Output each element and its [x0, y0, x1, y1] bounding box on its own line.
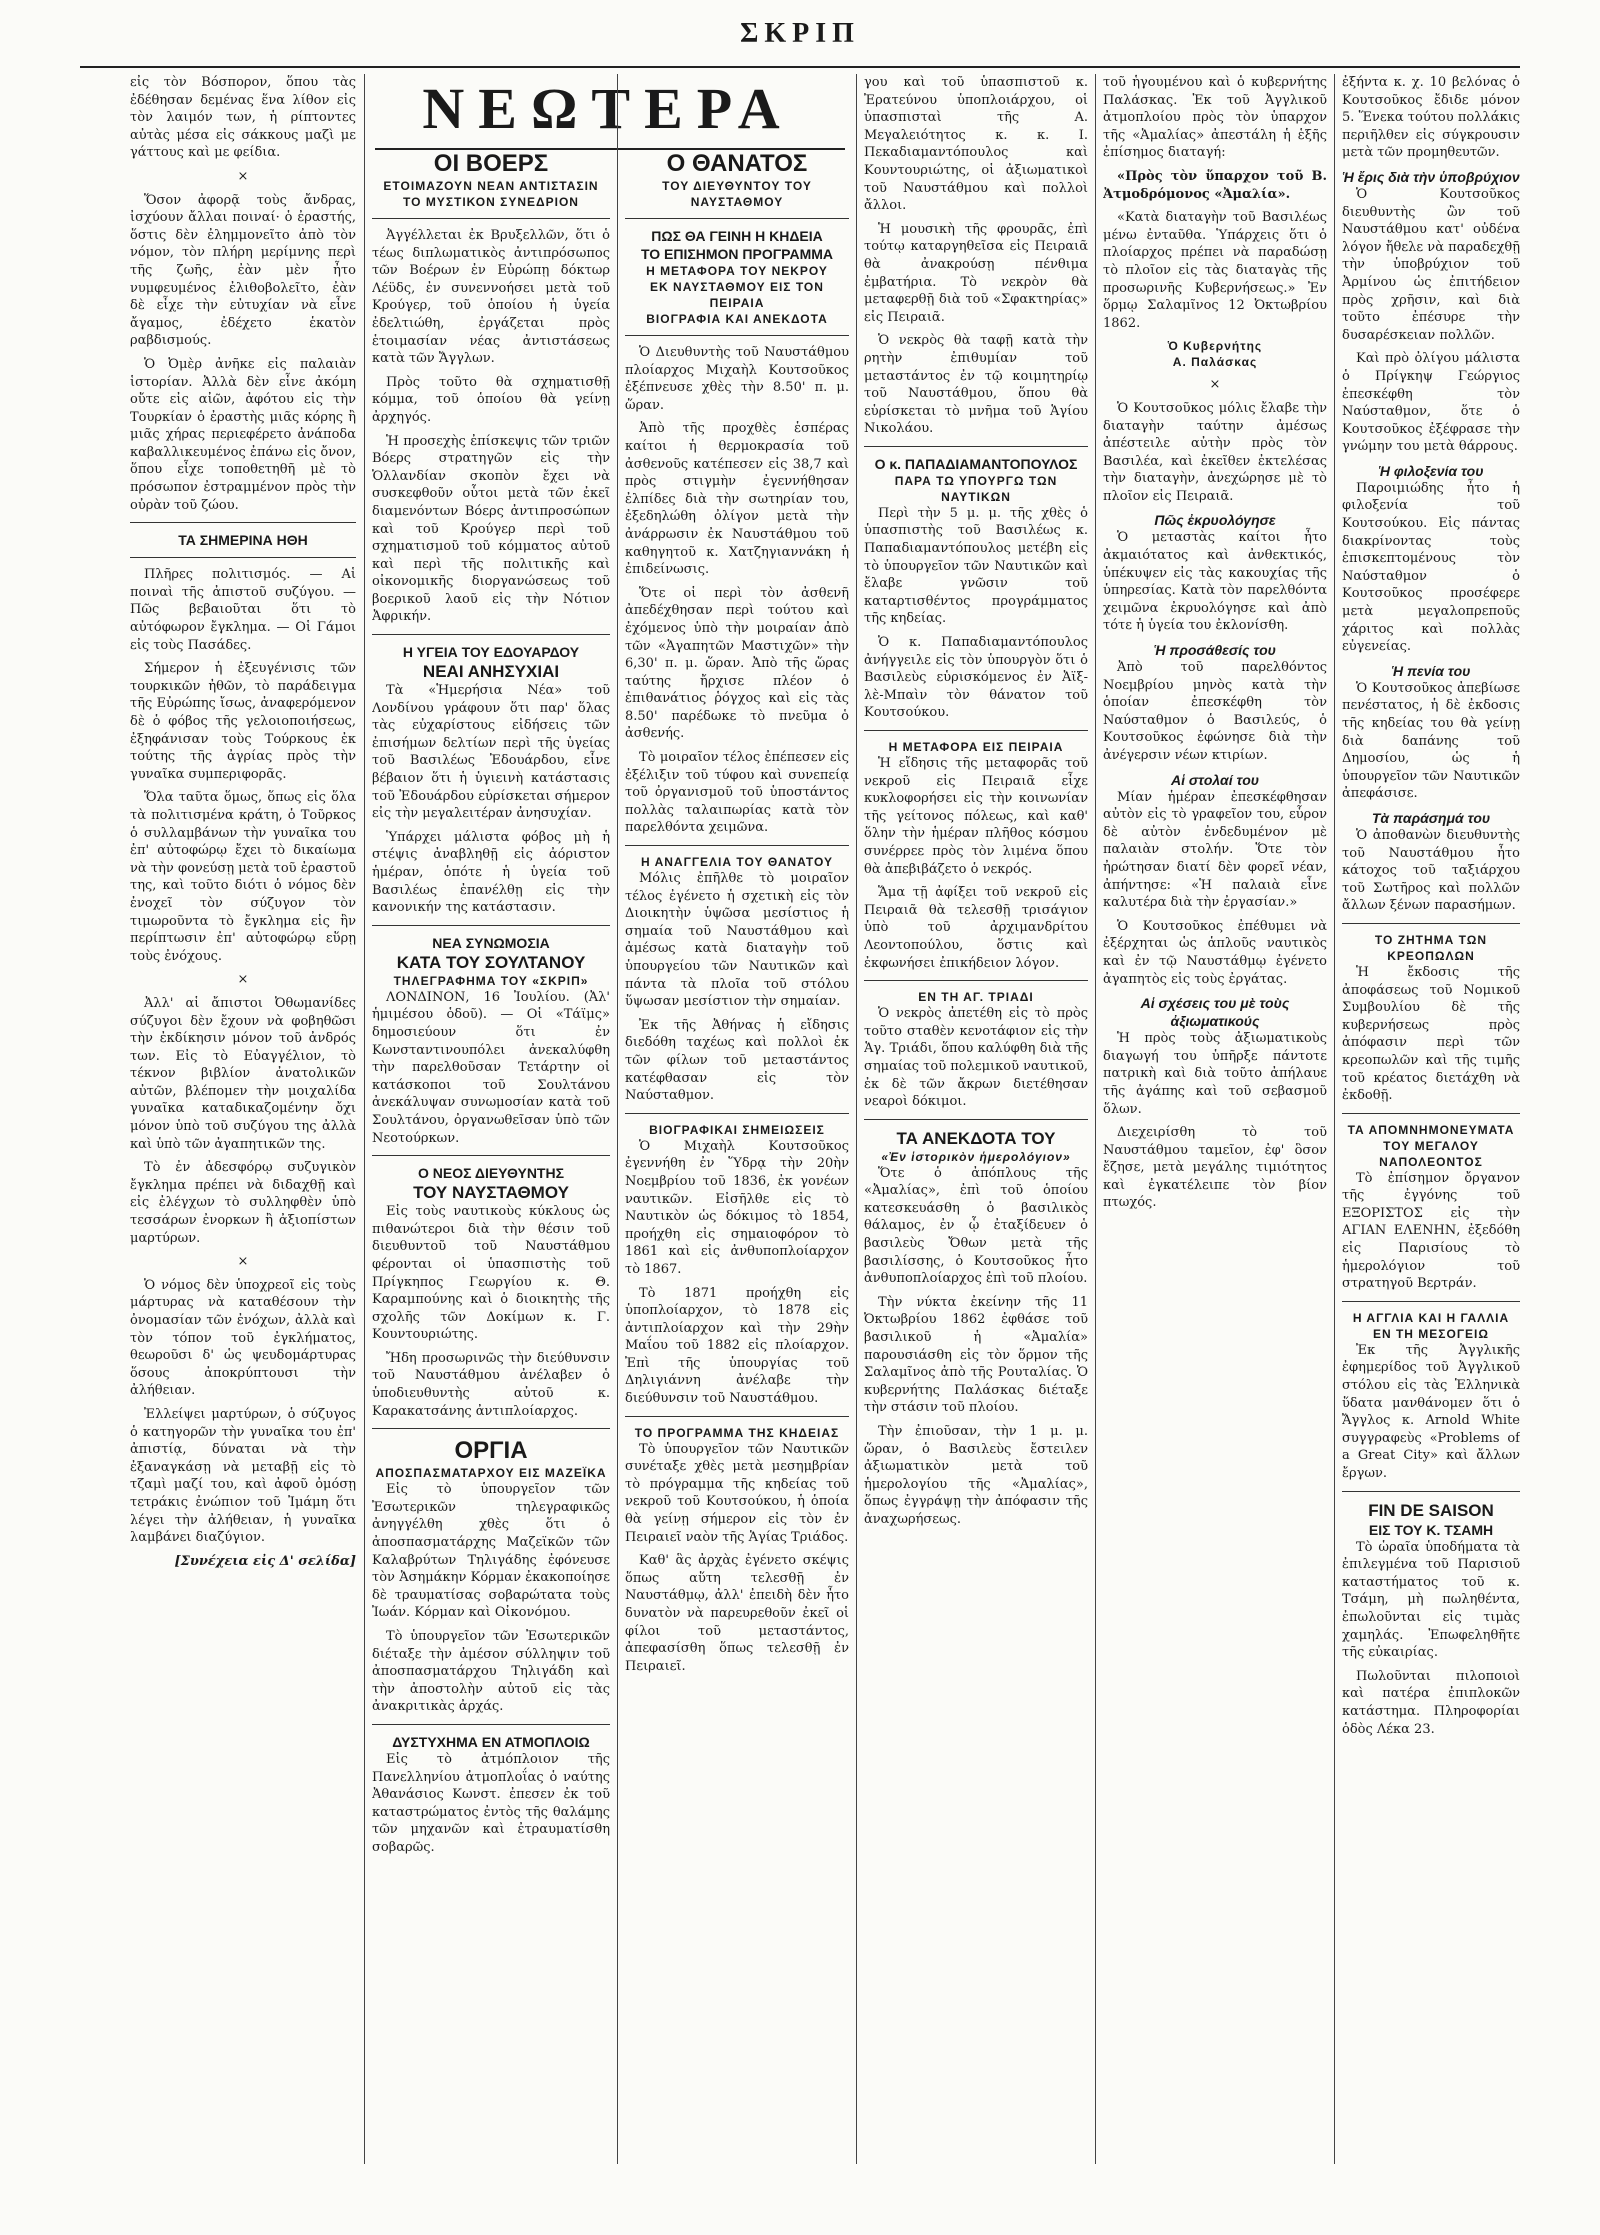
- article-subheadline: ΒΙΟΓΡΑΦΙΚΑΙ ΣΗΜΕΙΩΣΕΙΣ: [649, 1122, 825, 1137]
- article-subheadline: ΤΗΛΕΓΡΑΦΗΜΑ ΤΟΥ «ΣΚΡΙΠ»: [393, 973, 589, 988]
- separator-mark: ×: [1209, 377, 1221, 393]
- banner-title: ΝΕΩΤΕΡΑ: [422, 76, 794, 141]
- paragraph: εἰς τὸν Βόσπορον, ὅπου τὰς ἐδέθησαν δεμένας ἕνα λίθον εἰς τὸν λαιμόν των, ἡ ρίπτοντες αὐτὰς μέσα εἰς σάκκους μαζὶ με γάττους καὶ με φείδια.: [130, 75, 356, 161]
- paragraph: Σήμερον ἡ ἐξευγένισις τῶν τουρκικῶν ἠθῶν, τὸ παράδειγμα τῆς Εὐρώπης ἴσως, ἀναφερόμενον δὲ ὁ φόβος τῆς γελοιοποιήσεως, ἐξηφάνισαν τοὺς Τούρκους ἐκ τούτης τῆς ἀγρίας πρὸς τὴν γυναῖκα συμπεριφορᾶς.: [130, 661, 356, 782]
- paragraph: Ἡ ἔκδοσις τῆς ἀποφάσεως τοῦ Νομικοῦ Συμβουλίου δὲ τῆς κυβερνήσεως πρὸς ἀπόφασιν περὶ τῶν κρεοπωλῶν καὶ τῆς τιμῆς τοῦ κρέατος διετάχθη νὰ ἐκδοθῇ.: [1342, 964, 1520, 1104]
- article-subheadline: «Ἐν ἱστορικὸν ἡμερολόγιον»: [881, 1149, 1071, 1164]
- rule: [372, 1724, 610, 1725]
- column-2: [372, 74, 610, 2174]
- column-divider: [617, 74, 618, 2164]
- rule: [372, 634, 610, 635]
- article-headline: ΟΙ ΒΟΕΡΣ: [433, 150, 549, 177]
- rule: [372, 1155, 610, 1156]
- paragraph: ἐξήντα κ. χ. 10 βελόνας ὁ Κουτσοῦκος ἔδιδε μόνον 5. Ἕνεκα τούτου πολλάκις περιῆλθεν εἰς σύγκρουσιν μετὰ τῶν προμηθευτῶν.: [1342, 75, 1520, 161]
- paragraph: Ἀπὸ τῆς προχθὲς ἑσπέρας καίτοι ἡ θερμοκρασία τοῦ ἀσθενοῦς κατέπεσεν εἰς 38,7 καὶ πρὸς στιγμὴν ἐγεννήθησαν ἐλπίδες διὰ τὴν σωτηρίαν του, ἐξεδηλώθη ὀλίγον μετὰ τὴν ἀνάρρωσιν ἐκ Ναυστάθμου τοῦ καθηγητοῦ κ. Χατζηγιαννάκη ἡ ἐπιδείνωσις.: [625, 421, 849, 578]
- paragraph: Ἡ εἴδησις τῆς μεταφορᾶς τοῦ νεκροῦ εἰς Πειραιᾶ εἶχε κυκλοφορήσει εἰς τὴν κοινωνίαν τῆς γείτονος πόλεως, καὶ καθ' ὅλην τὴν ἡμέραν πλῆθος κόσμου συνέρρεε πρὸς τὸν λιμένα ὅπου θὰ ἀπεβιβάζετο ὁ νεκρός.: [864, 756, 1088, 877]
- article-headline: Η ΑΓΓΛΙΑ ΚΑΙ Η ΓΑΛΛΙΑ ΕΝ ΤΗ ΜΕΣΟΓΕΙΩ: [1352, 1310, 1510, 1341]
- paragraph: Ὁ Κουτσοῦκος ἐπέθυμει νὰ ἐξέρχηται ὡς ἁπλοῦς ναυτικὸς καὶ ἐν τῷ Ναυστάθμῳ ἐγένετο ἀγαπητὸς εἰς τοὺς ἐργάτας.: [1103, 918, 1327, 987]
- paragraph: Ἡ πρὸς τοὺς ἀξιωματικοὺς διαγωγή του ὑπῆρξε πάντοτε πατρικὴ καὶ διὰ τοῦτο ἀπήλαυε τῆς ἀγάπης καὶ τοῦ σεβασμοῦ ὅλων.: [1103, 1031, 1327, 1117]
- banner-space: [372, 74, 610, 150]
- column-divider: [364, 74, 365, 2164]
- column-4: [864, 74, 1088, 2174]
- column-3: [625, 74, 849, 2174]
- paragraph: Ἐλλείψει μαρτύρων, ὁ σύζυγος ὁ κατηγορῶν τὴν γυναῖκα του ἐπ' ἀπιστίᾳ, δύναται νὰ τὴν ἐξαναγκάσῃ νὰ μεταβῇ εἰς τὸ τζαμὶ μαζί του, καὶ ἀφοῦ ὀμόσῃ τετράκις ἐνώπιον τοῦ Ἰμάμη ὅτι λέγει τὴν ἀλήθειαν, ἡ γυναῖκα λαμβάνει διαζύγιον.: [130, 1406, 356, 1546]
- paragraph: Ἐκ τῆς Ἀγγλικῆς ἐφημερίδος τοῦ Ἀγγλικοῦ στόλου εἰς τὰς Ἑλληνικὰ ὕδατα μανθάνομεν ὅτι ὁ Ἄγγλος κ. Arnold White συγγραφεὺς «Problems of a Great City» καὶ ἄλλων ἔργων.: [1342, 1342, 1520, 1481]
- article-headline: ΤΑ ΑΝΕΚΔΟΤΑ ΤΟΥ: [896, 1128, 1056, 1148]
- rule: [372, 1428, 610, 1429]
- paragraph: Ὁ μεταστὰς καίτοι ἦτο ἀκμαιότατος καὶ ἀνθεκτικός, ὑπέκυψεν εἰς τὰς κακουχίας τῆς ὑπηρεσίας. Κατὰ τὸν παρελθόντα χειμῶνα ἐκρυολόγησε καὶ ἀπὸ τότε ἡ ὑγεία του ἐκλονίσθη.: [1103, 530, 1327, 634]
- rule: [372, 925, 610, 926]
- article-subheadline: Η ΑΝΑΓΓΕΛΙΑ ΤΟΥ ΘΑΝΑΤΟΥ: [641, 855, 833, 870]
- paragraph: Ἤδη προσωρινῶς τὴν διεύθυνσιν τοῦ Ναυστάθμου ἀνέλαβεν ὁ ὑποδιευθυντὴς αὐτοῦ κ. Καρακατσάνης ἀντιπλοίαρχος.: [372, 1350, 610, 1419]
- article-subheadline: ΤΟΥ ΔΙΕΥΘΥΝΤΟΥ ΤΟΥ ΝΑΥΣΤΑΘΜΟΥ: [662, 179, 812, 209]
- paragraph: Ἡ προσεχὴς ἐπίσκεψις τῶν τριῶν Βόερς στρατηγῶν εἰς τὴν Ὁλλανδίαν σκοπὸν ἔχει νὰ συσκεφθοῦν οὗτοι μετὰ τῶν ἐκεῖ διαμενόντων Βόερς ἀντιπροσώπων καὶ τοῦ Κρούγερ περὶ τοῦ σχηματισμοῦ τοῦ κόμματος αὐτοῦ καὶ περὶ τῆς πολιτικῆς καὶ οἰκονομικῆς διοργανώσεως τοῦ βοερικοῦ λαοῦ εἰς τὴν Νότιον Ἀφρικήν.: [372, 433, 610, 625]
- paragraph: Ὁ Κουτσοῦκος ἀπεβίωσε πενέστατος, ἡ δὲ ἐκδοσις τῆς κηδείας του θὰ γείνῃ διὰ δαπάνης τοῦ Δημοσίου, ὡς ἡ ὑπουργεῖον τῶν Ναυτικῶν ἀπεφάσισε.: [1342, 680, 1520, 802]
- paragraph: Τὸ ἐπίσημον ὄργανον τῆς ἐγγόνης τοῦ ΕΞΟΡΙΣΤΟΣ εἰς τὴν ΑΓΙΑΝ ΕΛΕΝΗΝ, ἐξεδόθη εἰς Παρισίους τὸ ἡμερολόγιον τοῦ στρατηγοῦ Βερτράν.: [1342, 1170, 1520, 1292]
- paragraph: Ὁ νεκρὸς θὰ ταφῇ κατὰ τὴν ρητὴν ἐπιθυμίαν τοῦ μεταστάντος ἐν τῷ κοιμητηρίῳ τοῦ Ναυστάθμου, ὅπου θὰ εὑρίσκεται τὸ μνῆμα τοῦ Ἁγίου Νικολάου.: [864, 333, 1088, 437]
- rule: [130, 522, 356, 523]
- article-subheadline: ΤΟ ΜΥΣΤΙΚΟΝ ΣΥΝΕΔΡΙΟΝ: [403, 195, 579, 209]
- article-subheadline: ΠΩΣ ΘΑ ΓΕΙΝΗ Η ΚΗΔΕΙΑ: [651, 228, 823, 244]
- paragraph: ΛΟΝΔΙΝΟΝ, 16 Ἰουλίου. (Ἀλ' ἡμιμέσου ὁδοῦ). — Οἱ «Τάϊμς» δημοσιεύουν ὅτι ἐν Κωνσταντινουπόλει ἀνεκαλύφθη τὴν παρελθοῦσαν Τετάρτην οἱ κατάσκοποι τοῦ Σουλτάνου ἀνεκάλυψαν συνωμοσίαν κατὰ τοῦ Σουλτάνου, ὀργανωθεῖσαν ὑπὸ τῶν Νεοτούρκων.: [372, 989, 610, 1146]
- article-subheadline: Ἡ προσάθεσίς του: [1154, 642, 1276, 659]
- column-divider: [1095, 74, 1096, 2164]
- rule: [1342, 923, 1520, 924]
- banner-space: [625, 74, 849, 150]
- column-5: [1103, 74, 1327, 2174]
- article-subheadline: Πῶς ἐκρυολόγησε: [1154, 512, 1276, 529]
- rule: [1342, 1491, 1520, 1492]
- paragraph: Τὸ μοιραῖον τέλος ἐπέπεσεν εἰς ἐξέλιξιν τοῦ τύφου καὶ συνεπείᾳ τοῦ ὀργανισμοῦ τοῦ ὑποστάντος πολλὰς ταλαιπωρίας κατὰ τὸν παρελθόντα χειμῶνα.: [625, 750, 849, 836]
- paragraph: Πλῆρες πολιτισμός. — Αἱ ποιναὶ τῆς ἀπιστοῦ συζύγου. — Πῶς βεβαιοῦται ὅτι τὸ αὐτόφωρον ἔγκλημα. — Οἱ Γάμοι εἰς τοὺς Πασάδες.: [130, 567, 356, 653]
- paragraph: Περὶ τὴν 5 μ. μ. τῆς χθὲς ὁ ὑπασπιστὴς τοῦ Βασιλέως κ. Παπαδιαμαντόπουλος μετέβη εἰς τὸ ὑπουργεῖον τῶν Ναυτικῶν καὶ ἔλαβε γνῶσιν τοῦ καταρτισθέντος προγράμματος τῆς κηδείας.: [864, 505, 1088, 627]
- paragraph: Εἰς τοὺς ναυτικοὺς κύκλους ὡς πιθανώτεροι διὰ τὴν θέσιν τοῦ διευθυντοῦ τοῦ Ναυστάθμου φέρονται οἱ ὑπασπιστὴς τοῦ Πρίγκηπος Γεωργίου κ. Θ. Καραμπούνης καὶ ὁ διοικητὴς τῆς σχολῆς τῶν Δοκίμων κ. Γ. Κουντουριώτης.: [372, 1204, 610, 1343]
- masthead-title: ΣΚΡΙΠ: [740, 18, 860, 49]
- paragraph: Καθ' ἃς ἀρχὰς ἐγένετο σκέψις ὅπως αὕτη τελεσθῇ ἐν Ναυστάθμῳ, ἀλλ' ἐπειδὴ δὲν ἦτο δυνατὸν νὰ παρευρεθοῦν ἐκεῖ οἱ φίλοι τοῦ μεταστάντος, ἀπεφασίσθη ὅπως τελεσθῇ ἐν Πειραιεῖ.: [625, 1553, 849, 1674]
- paragraph: τοῦ ἡγουμένου καὶ ὁ κυβερνήτης Παλάσκας. Ἐκ τοῦ Ἀγγλικοῦ ἀτμοπλοίου πρὸς τὸν ὑπαρχον τῆς «Ἀμαλίας» ἀπεστάλη ἡ ἑξῆς ἐπίσημος διαταγή:: [1103, 75, 1327, 161]
- article-subheadline: ΤΟΥ ΝΑΥΣΤΑΘΜΟΥ: [413, 1183, 569, 1203]
- paragraph: Τὴν ἐπιοῦσαν, τὴν 1 μ. μ. ὥραν, ὁ Βασιλεὺς ἔστειλεν ἀξιωματικὸν μετὰ τοῦ ἡμερολογίου τῆς «Ἀμαλίας», ὅπως ἐγγράψῃ τὴν ἀπόφασιν τῆς ἀναχωρήσεως.: [864, 1424, 1088, 1527]
- article-subheadline: Τὰ παράσημά του: [1371, 809, 1491, 826]
- separator-mark: ×: [237, 972, 249, 988]
- paragraph: Διεχειρίσθη τὸ τοῦ Ναυστάθμου ταμεῖον, ἐφ' ὃσον ἔζησε, μετὰ μεγάλης τιμιότητος καὶ ἐγκατέλειπε τὸν βίον πτωχός.: [1103, 1125, 1327, 1211]
- paragraph: Τὸ ὑπουργεῖον τῶν Ἐσωτερικῶν διέταξε τὴν ἀμέσον σύλληψιν τοῦ ἀποσπασματάρχου Τηλιγάδη καὶ τὴν ἀποστολὴν αὐτοῦ εἰς τὰς ἀνακριτικὰς ἀρχάς.: [372, 1629, 610, 1715]
- article-subheadline: Η ΜΕΤΑΦΟΡΑ ΕΙΣ ΠΕΙΡΑΙΑ: [888, 740, 1064, 754]
- rule: [864, 446, 1088, 447]
- article-headline: ΟΡΓΙΑ: [454, 1437, 528, 1465]
- article-subheadline: Ἡ φιλοξενία του: [1378, 462, 1484, 479]
- rule: [130, 557, 356, 558]
- paragraph: Ἅμα τῇ ἀφίξει τοῦ νεκροῦ εἰς Πειραιᾶ θὰ τελεσθῇ τρισάγιον ὑπὸ τοῦ ἀρχιμανδρίτου Λεοντοπούλου, ὅστις καὶ ἐκφωνήσει ἐπικήδειον λόγον.: [864, 885, 1088, 971]
- article-subheadline: ΚΑΤΑ ΤΟΥ ΣΟΥΛΤΑΝΟΥ: [396, 952, 586, 972]
- paragraph: Ἡ μουσικὴ τῆς φρουρᾶς, ἐπὶ τούτῳ καταργηθεῖσα εἰς Πειραιᾶ θὰ ἀνακρούσῃ πένθιμα ἐμβατήρια. Τὸ νεκρὸν θὰ μεταφερθῇ διὰ τοῦ «Σφακτηρίας» εἰς Πειραιᾶ.: [864, 221, 1088, 325]
- paragraph: Πρὸς τοῦτο θὰ σχηματισθῇ κόμμα, τοῦ ὁποίου θὰ γείνῃ ἀρχηγός.: [372, 374, 610, 425]
- advertisement-subheadline: ΕΙΣ ΤΟΥ Κ. ΤΣΑΜΗ: [1368, 1521, 1494, 1538]
- article-subheadline: ΕΚ ΝΑΥΣΤΑΘΜΟΥ ΕΙΣ ΤΟΝ ΠΕΙΡΑΙΑ: [650, 280, 824, 310]
- paragraph: γου καὶ τοῦ ὑπασπιστοῦ κ. Ἐρατεύνου ὑποπλοιάρχου, οἱ ὑπασπισταὶ τῆς Α. Μεγαλειότητος κ. κ. Ι. Πεκαδιαμαντόπουλος καὶ Κουντουριώτης, οἱ ἀξιωματικοὶ τοῦ Ναυστάθμου καὶ πολλοὶ ἄλλοι.: [864, 75, 1088, 214]
- paragraph: Ὁ Κουτσοῦκος διευθυντὴς ὢν τοῦ Ναυστάθμου κατ' οὐδένα λόγον ἤθελε νὰ παραδεχθῇ τὴν ὑποβρύχιον τοῦ Ἀρμίνου ὡς ἐπιτήδειον πρὸς χρῆσιν, καὶ διὰ τοῦτο ἐπέσυρε τὴν δυσαρέσκειαν πολλῶν.: [1342, 186, 1520, 343]
- rule: [625, 1113, 849, 1114]
- paragraph: Ὁ Κουτσοῦκος μόλις ἔλαβε τὴν διαταγὴν ταύτην ἀμέσως ἀπέστειλε αὐτὴν πρὸς τὸν Βασιλέα, καὶ ἐκεῖθεν ἐκτελέσας τὴν διαταγὴν, ἀνεχώρησε μὲ τὸ πλοῖον εἰς Πειραιᾶ.: [1103, 400, 1327, 504]
- masthead-rule: [80, 66, 1520, 68]
- article-subheadline: ΕΝ ΤΗ ΑΓ. ΤΡΙΑΔΙ: [918, 990, 1034, 1005]
- paragraph: Τὸ 1871 προήχθη εἰς ὑποπλοίαρχον, τὸ 1878 εἰς ἀντιπλοίαρχον καὶ τὴν 29ὴν Μαΐου τοῦ 1882 εἰς πλοίαρχον. Ἐπὶ τῆς ὑπουργίας τοῦ Δηλιγιάννη ἀνέλαβε τὴν διεύθυνσιν τοῦ Ναυστάθμου.: [625, 1285, 849, 1407]
- column-1: [130, 74, 356, 2174]
- paragraph: Εἰς τὸ ὑπουργεῖον τῶν Ἐσωτερικῶν τηλεγραφικῶς ἀνηγγέλθη χθὲς ὅτι ὁ ἀποσπασματάρχης Μαζεϊκῶν τῶν Καλαβρύτων Τηλιγάδης ἐφόνευσε τὸν Ἀσημάκην Κόρμαν ἐκακοποίησε δὲ τραυματίσας σοβαρώτατα τοὺς Ἰωάν. Κόρμαν καὶ Οἰκονόμου.: [372, 1482, 610, 1621]
- article-headline: ΤΑ ΣΗΜΕΡΙΝΑ ΗΘΗ: [178, 532, 308, 549]
- article-subheadline: ΤΟ ΕΠΙΣΗΜΟΝ ΠΡΟΓΡΑΜΜΑ: [640, 246, 834, 262]
- article-headline: ΤΟ ΖΗΤΗΜΑ ΤΩΝ ΚΡΕΟΠΩΛΩΝ: [1374, 932, 1488, 963]
- paragraph: Καὶ πρὸ ὀλίγου μάλιστα ὁ Πρίγκηψ Γεώργιος ἐπεσκέφθη τὸν Ναύσταθμον, ὅτε ὁ Κουτσοῦκος ἐξέφρασε τὴν γνώμην του μετὰ θάρρους.: [1342, 351, 1520, 455]
- paragraph: «Κατὰ διαταγὴν τοῦ Βασιλέως μένω ἐνταῦθα. Ὑπάρχεις ὅτι ὁ πλοίαρχος πρέπει νὰ παραδώσῃ τὸ πλοῖον εἰς τὰς διαταγὰς τῆς προσωρινῆς Κυβερνήσεως.» Ἐν ὅρμῳ Σαλαμῖνος 12 Ὀκτωβρίου 1862.: [1103, 210, 1327, 331]
- continuation-note: [Συνέχεια εἰς Δ' σελίδα]: [174, 1553, 356, 1569]
- paragraph: Ὁ Μιχαὴλ Κουτσοῦκος ἐγεννήθη ἐν Ὕδρᾳ τὴν 20ὴν Νοεμβρίου τοῦ 1836, ἐκ γονέων ναυτικῶν. Εἰσῆλθε εἰς τὸ Ναυτικὸν ὡς δόκιμος τὸ 1854, προήχθη εἰς σημαιοφόρον τὸ 1861 καὶ εἰς ἀνθυποπλοίαρχον τὸ 1867.: [625, 1138, 849, 1277]
- rule: [864, 1119, 1088, 1120]
- paragraph: Ὑπάρχει μάλιστα φόβος μὴ ἡ στέψις ἀναβληθῇ εἰς ἀόριστον ἡμέραν, ὁπότε ἡ ὑγεία τοῦ Βασιλέως ἐπανέλθῃ εἰς τὴν κανονικήν της κατάστασιν.: [372, 829, 610, 916]
- article-headline: ΔΥΣΤΥΧΗΜΑ ΕΝ ΑΤΜΟΠΛΟΙΩ: [392, 1733, 590, 1750]
- advertisement-headline: FIN DE SAISON: [1368, 1500, 1494, 1520]
- signature-title: Ὁ Κυβερνήτης: [1167, 339, 1263, 354]
- article-subheadline: Αἱ στολαί του: [1170, 771, 1260, 788]
- paragraph: Ἀπὸ τοῦ παρελθόντος Νοεμβρίου μηνὸς κατὰ τὴν ὁποίαν ἐπεσκέφθη τὸν Ναύσταθμον ὁ Βασιλεύς, ὁ Κουτσοῦκος ἐφώνησε διὰ τὴν ἀνέγερσιν νέων κτιρίων.: [1103, 660, 1327, 763]
- rule: [625, 218, 849, 219]
- rule: [1342, 1113, 1520, 1114]
- paragraph: Ὁ κ. Παπαδιαμαντόπουλος ἀνήγγειλε εἰς τὸν ὑπουργὸν ὅτι ὁ Βασιλεὺς εὑρισκόμενος ἐν Ἀϊξ-λὲ-Μπαὶν τὸν θάνατον τοῦ Κουτσούκου.: [864, 635, 1088, 721]
- article-headline: Η ΥΓΕΙΑ ΤΟΥ ΕΔΟΥΑΡΔΟΥ: [402, 644, 580, 661]
- article-subheadline: Αἱ σχέσεις του μὲ τοὺς ἀξιωματικούς: [1140, 995, 1290, 1030]
- article-subheadline: ΤΟΥ ΜΕΓΑΛΟΥ ΝΑΠΟΛΕΟΝΤΟΣ: [1379, 1138, 1483, 1169]
- article-subheadline: Ἡ ἔρις διὰ τὴν ὑποβρύχιον: [1342, 168, 1520, 185]
- paragraph: Ὅσον ἀφορᾷ τοὺς ἄνδρας, ἰσχύουν ἄλλαι ποιναί· ὁ ἐραστής, ὅστις δὲν ἐλημμονεῖτο ἀπὸ τὸν νόμον, τὸν πλήρη μερίμνης περὶ τῆς ζωῆς, ἐὰν μὲν ἦτο νυμφευμένος ἐλιθοβολεῖτο, ἐὰν δὲ εἶχε τὴν εὐτυχίαν νὰ εἶνε ἄγαμος, ἐδέχετο ἑκατὸν ραβδισμούς.: [130, 192, 356, 349]
- paragraph: Ὅλα ταῦτα ὅμως, ὅπως εἰς ὅλα τὰ πολιτισμένα κράτη, ὁ Τοῦρκος ὁ συλλαμβάνων τὴν γυναῖκα του ἐπ' αὐτοφώρῳ ἔχει τὸ δικαίωμα νὰ τὴν φονεύσῃ μετὰ τοῦ ἐραστοῦ της, καὶ τοῦτο διότι ὁ νόμος δὲν ἐνοχεῖ τὸν σύζυγον τὸν τιμωροῦντα τὸ ἔγκλημα εἰς ἣν περίπτωσιν ἐπ' αὐτοφώρῳ εὕρῃ τοὺς ἐνόχους.: [130, 790, 356, 964]
- rule: [625, 335, 849, 336]
- article-headline: ΤΑ ΑΠΟΜΝΗΜΟΝΕΥΜΑΤΑ: [1347, 1122, 1515, 1137]
- paragraph: Ὁ νεκρὸς ἀπετέθη εἰς τὸ πρὸς τοῦτο σταθὲν κενοτάφιον εἰς τὴν Ἁγ. Τριάδι, ὅπου καλύφθη διὰ τῆς σημαίας τοῦ πολεμικοῦ ναυτικοῦ, ἐκ δὲ τῶν ἄκρων διετέθησαν νεαροὶ δόκιμοι.: [864, 1006, 1088, 1110]
- advertisement-text: Πωλοῦνται πιλοποιοὶ καὶ πατέρα ἐπιπλοκῶν κατάστημα. Πληροφορίαι ὁδὸς Λέκα 23.: [1342, 1668, 1520, 1737]
- paragraph: Ἀλλ' αἱ ἄπιστοι Ὀθωμανίδες σύζυγοι δὲν ἔχουν νὰ φοβηθῶσι τὴν ἐκδίκησιν μόνον τοῦ ἀνδρός των. Εἰς τὸ Εὐαγγέλιον, τὸ τέκνον βιβλίον ἀνατολικῶν αὐτῶν, βλέπομεν τὴν μοιχαλίδα γυναῖκα καταδικαζομένην ὄχι μόνον ὑπὸ τοῦ συζύγου της ἀλλὰ καὶ ὑπὸ τῶν ἀγαπητικῶν της.: [130, 995, 356, 1152]
- advertisement-text: Τὸ ὡραῖα ὑποδήματα τὰ ἐπιλεγμένα τοῦ Παρισιοῦ καταστήματος τοῦ κ. Τσάμη, μὴ πωληθέντα, ἐπωλοῦνται εἰς τιμὰς χαμηλάς. Ἐπωφεληθῆτε τῆς εὐκαιρίας.: [1342, 1539, 1520, 1661]
- article-subheadline: Η ΜΕΤΑΦΟΡΑ ΤΟΥ ΝΕΚΡΟΥ: [646, 264, 828, 278]
- paragraph: Ἀγγέλλεται ἐκ Βρυξελλῶν, ὅτι ὁ τέως διπλωματικὸς ἀντιπρόσωπος τῶν Βοέρων ἐν Εὐρώπῃ δόκτωρ Λέϋδς, ἐν συνεννοήσει μετὰ τοῦ Κρούγερ, τοῦ ὁποίου ἡ ὑγεία ἐδελτιώθη, ἐργάζεται πρὸς ἑτοιμασίαν νέας ἀντιστάσεως κατὰ τῶν Ἄγγλων.: [372, 228, 610, 367]
- rule: [864, 730, 1088, 731]
- rule: [864, 980, 1088, 981]
- article-subheadline: ΒΙΟΓΡΑΦΙΑ ΚΑΙ ΑΝΕΚΔΟΤΑ: [646, 312, 828, 326]
- paragraph: Τὴν νύκτα ἐκείνην τῆς 11 Ὀκτωβρίου 1862 ἐφθάσε τοῦ βασιλικοῦ ἡ «Ἀμαλία» παρουσιάσθη εἰς τὸν ὅρμον τῆς Σαλαμῖνος ἀπὸ τῆς Ρουταλίας. Ὁ κυβερνήτης Παλάσκας διέταξε τὴν στάσιν τοῦ πλοίου.: [864, 1294, 1088, 1416]
- article-subheadline: ΝΕΑΙ ΑΝΗΣΥΧΙΑΙ: [422, 662, 560, 682]
- paragraph: Παροιμιώδης ἦτο ἡ φιλοξενία τοῦ Κουτσούκου. Εἰς πάντας διακρίνοντας τοὺς ἐπισκεπτομένους τὸν Ναύσταθμον ὁ Κουτσοῦκος προσέφερε μετὰ μεγαλοπρεποῦς χάριτος καὶ πολλὰς εὐγενείας.: [1342, 480, 1520, 655]
- paragraph: Ὁ νόμος δὲν ὑποχρεοῖ εἰς τοὺς μάρτυρας νὰ καταθέσουν τὴν ὀνομασίαν τῶν ἐνόχων, ἀλλὰ καὶ τὸν τόπον τοῦ ἐγκλήματος, θεωροῦσι δ' ὡς ψευδομάρτυρας ὅσους ἀποκρύπτουσι τὴν ἀλήθειαν.: [130, 1277, 356, 1399]
- signature-name: Α. Παλάσκας: [1172, 355, 1258, 370]
- paragraph: Τὸ ἐν ἀδεσφόρῳ συζυγικὸν ἔγκλημα πρέπει νὰ διδαχθῇ καὶ εἰς ἐλέγχων τὸ συλληφθὲν ὑπὸ τεσσάρων ἐνορκων ἢ ἀξιοπίστων μαρτύρων.: [130, 1160, 356, 1246]
- paragraph: Μίαν ἡμέραν ἐπεσκέφθησαν αὐτὸν εἰς τὸ γραφεῖον του, εὗρον δὲ αὐτὸν ἐνδεδυμένον μὲ παλαιὰν στολήν. Ὅτε τὸν ἠρώτησαν διατί δὲν φορεῖ νέαν, ἀπήντησε: «Ἡ παλαιὰ εἶνε καλυτέρα διὰ τὴν ἐργασίαν.»: [1103, 789, 1327, 911]
- rule: [625, 845, 849, 846]
- paragraph: Ὁ Ὀμὲρ ἀνῆκε εἰς παλαιὰν ἱστορίαν. Ἀλλὰ δὲν εἶνε ἀκόμη οὔτε εἰς αἰῶν, ἀφότου εἰς τὴν Τουρκίαν ὁ ἐραστὴς μιᾶς κόρης ἢ μιᾶς χήρας περιεφέρετο ἀνάποδα καβαλλικευμένος ἐπάνω εἰς ὄνον, ὅπου εἶχε τοποθετηθῆ μὲ τὸ πρόσωπον ἐστραμμένον πρὸς τὴν οὐρὰν τοῦ ζώου.: [130, 356, 356, 513]
- paragraph: Ὅτε ὁ ἀπόπλους τῆς «Ἀμαλίας», ἐπὶ τοῦ ὁποίου κατεσκευάσθη ὁ βασιλικὸς θάλαμος, ἐν ᾧ ἐταξίδευεν ὁ βασιλεὺς Ὄθων μετὰ τῆς βασιλίσσης, ὁ Κουτσοῦκος ἦτο ἀνθυποπλοίαρχος ἐπὶ τοῦ πλοίου.: [864, 1165, 1088, 1287]
- column-divider: [856, 74, 857, 2164]
- paragraph: Ὁ Διευθυντὴς τοῦ Ναυστάθμου πλοίαρχος Μιχαὴλ Κουτσοῦκος ἐξέπνευσε χθὲς τὴν 8.50' π. μ. ὥραν.: [625, 345, 849, 413]
- separator-mark: ×: [237, 168, 249, 184]
- paragraph: Τὰ «Ἡμερήσια Νέα» τοῦ Λονδίνου γράφουν ὅτι παρ' ὅλας τὰς εὐχαρίστους εἰδήσεις τῶν ἐπισήμων δελτίων περὶ τῆς ὑγείας τοῦ Βασιλέως Ἐδουάρδου, εἶνε βέβαιον ὅτι ἡ ὑγιεινὴ κατάστασις τοῦ Ἐδουάρδου εὑρίσκεται σήμερον εἰς τὴν μεγαλειτέραν ἀνησυχίαν.: [372, 683, 610, 822]
- article-headline: Ο ΘΑΝΑΤΟΣ: [666, 150, 808, 177]
- article-subheadline: ΑΠΟΣΠΑΣΜΑΤΑΡΧΟΥ ΕΙΣ ΜΑΖΕΪΚΑ: [375, 1466, 607, 1481]
- paragraph: Μόλις ἐπῆλθε τὸ μοιραῖον τέλος ἐγένετο ἡ σχετικὴ εἰς τὸν Διοικητὴν ὑψῶσα μεσίστιος ἡ σημαία τοῦ Ναυστάθμου καὶ ἀμέσως κατὰ διαταγὴν τοῦ ὑπουργείου τῶν Ναυτικῶν καὶ πάντα τὰ πλοῖα τοῦ στόλου ὕψωσαν μεσίστιον τὴν σημαίαν.: [625, 871, 849, 1010]
- paragraph: Ὅτε οἱ περὶ τὸν ἀσθενῆ ἀπεδέχθησαν περὶ τούτου καὶ ἐχόμενος ὑπὸ τὴν μοιραίαν ἀπὸ τῶν «Ἀγαπητῶν Μαστιχῶν» τὴν 6,30' π. μ. ὥραν. Ἀπὸ τῆς ὥρας ταύτης ἤρχισε πλέον ὁ ἐπιθανάτιος ῥόγχος καὶ εἰς τὰς 8.50' παρέδωκε τὸ πνεῦμα ὁ ἀσθενής.: [625, 585, 849, 742]
- rule: [625, 1416, 849, 1417]
- article-subheadline: ΕΤΟΙΜΑΖΟΥΝ ΝΕΑΝ ΑΝΤΙΣΤΑΣΙΝ: [383, 179, 599, 193]
- paragraph: Τὸ ὑπουργεῖον τῶν Ναυτικῶν συνέταξε χθὲς μετὰ μεσημβρίαν τὸ πρόγραμμα τῆς κηδείας τοῦ νεκροῦ τοῦ Κουτσούκου, ἡ ὁποία θὰ γείνῃ σήμερον εἰς τὸν ἐν Πειραιεῖ ναὸν τῆς Ἁγίας Τριάδος.: [625, 1441, 849, 1545]
- article-headline: Ο κ. ΠΑΠΑΔΙΑΜΑΝΤΟΠΟΥΛΟΣ: [874, 455, 1078, 472]
- article-subheadline: ΤΟ ΠΡΟΓΡΑΜΜΑ ΤΗΣ ΚΗΔΕΙΑΣ: [634, 1425, 840, 1440]
- paragraph: Ἐκ τῆς Ἀθήνας ἡ εἴδησις διεδόθη ταχέως καὶ πολλοὶ ἐκ τῶν φίλων τοῦ μεταστάντος κατέφθασαν εἰς τὸν Ναύσταθμον.: [625, 1017, 849, 1104]
- column-6: [1342, 74, 1520, 2174]
- article-subheadline: ΠΑΡΑ ΤΩ ΥΠΟΥΡΓΩ ΤΩΝ ΝΑΥΤΙΚΩΝ: [894, 473, 1058, 504]
- separator-mark: ×: [237, 1254, 249, 1270]
- article-headline: Ο ΝΕΟΣ ΔΙΕΥΘΥΝΤΗΣ: [418, 1165, 564, 1182]
- article-headline: ΝΕΑ ΣΥΝΩΜΟΣΙΑ: [432, 934, 550, 951]
- rule: [372, 218, 610, 219]
- paragraph: Εἰς τὸ ἀτμόπλοιον τῆς Πανελληνίου ἀτμοπλοΐας ὁ ναύτης Ἀθανάσιος Κωνστ. ἐπεσεν ἐκ τοῦ καταστρώματος ἐντὸς τῆς θαλάμης τῶν μηχανῶν καὶ ἐτραυματίσθη σοβαρῶς.: [372, 1751, 610, 1855]
- column-divider: [1334, 74, 1335, 2164]
- paragraph: Ὁ ἀποθανὼν διευθυντὴς τοῦ Ναυστάθμου ἦτο κάτοχος τοῦ ταξιάρχου τοῦ Σωτῆρος καὶ πολλῶν ἄλλων ξένων παρασήμων.: [1342, 827, 1520, 914]
- rule: [1342, 1301, 1520, 1302]
- article-subheadline: Ἡ πενία του: [1391, 662, 1471, 679]
- paragraph: «Πρὸς τὸν ὕπαρχον τοῦ Β. Ἀτμοδρόμονος «Ἀμαλία».: [1103, 168, 1327, 202]
